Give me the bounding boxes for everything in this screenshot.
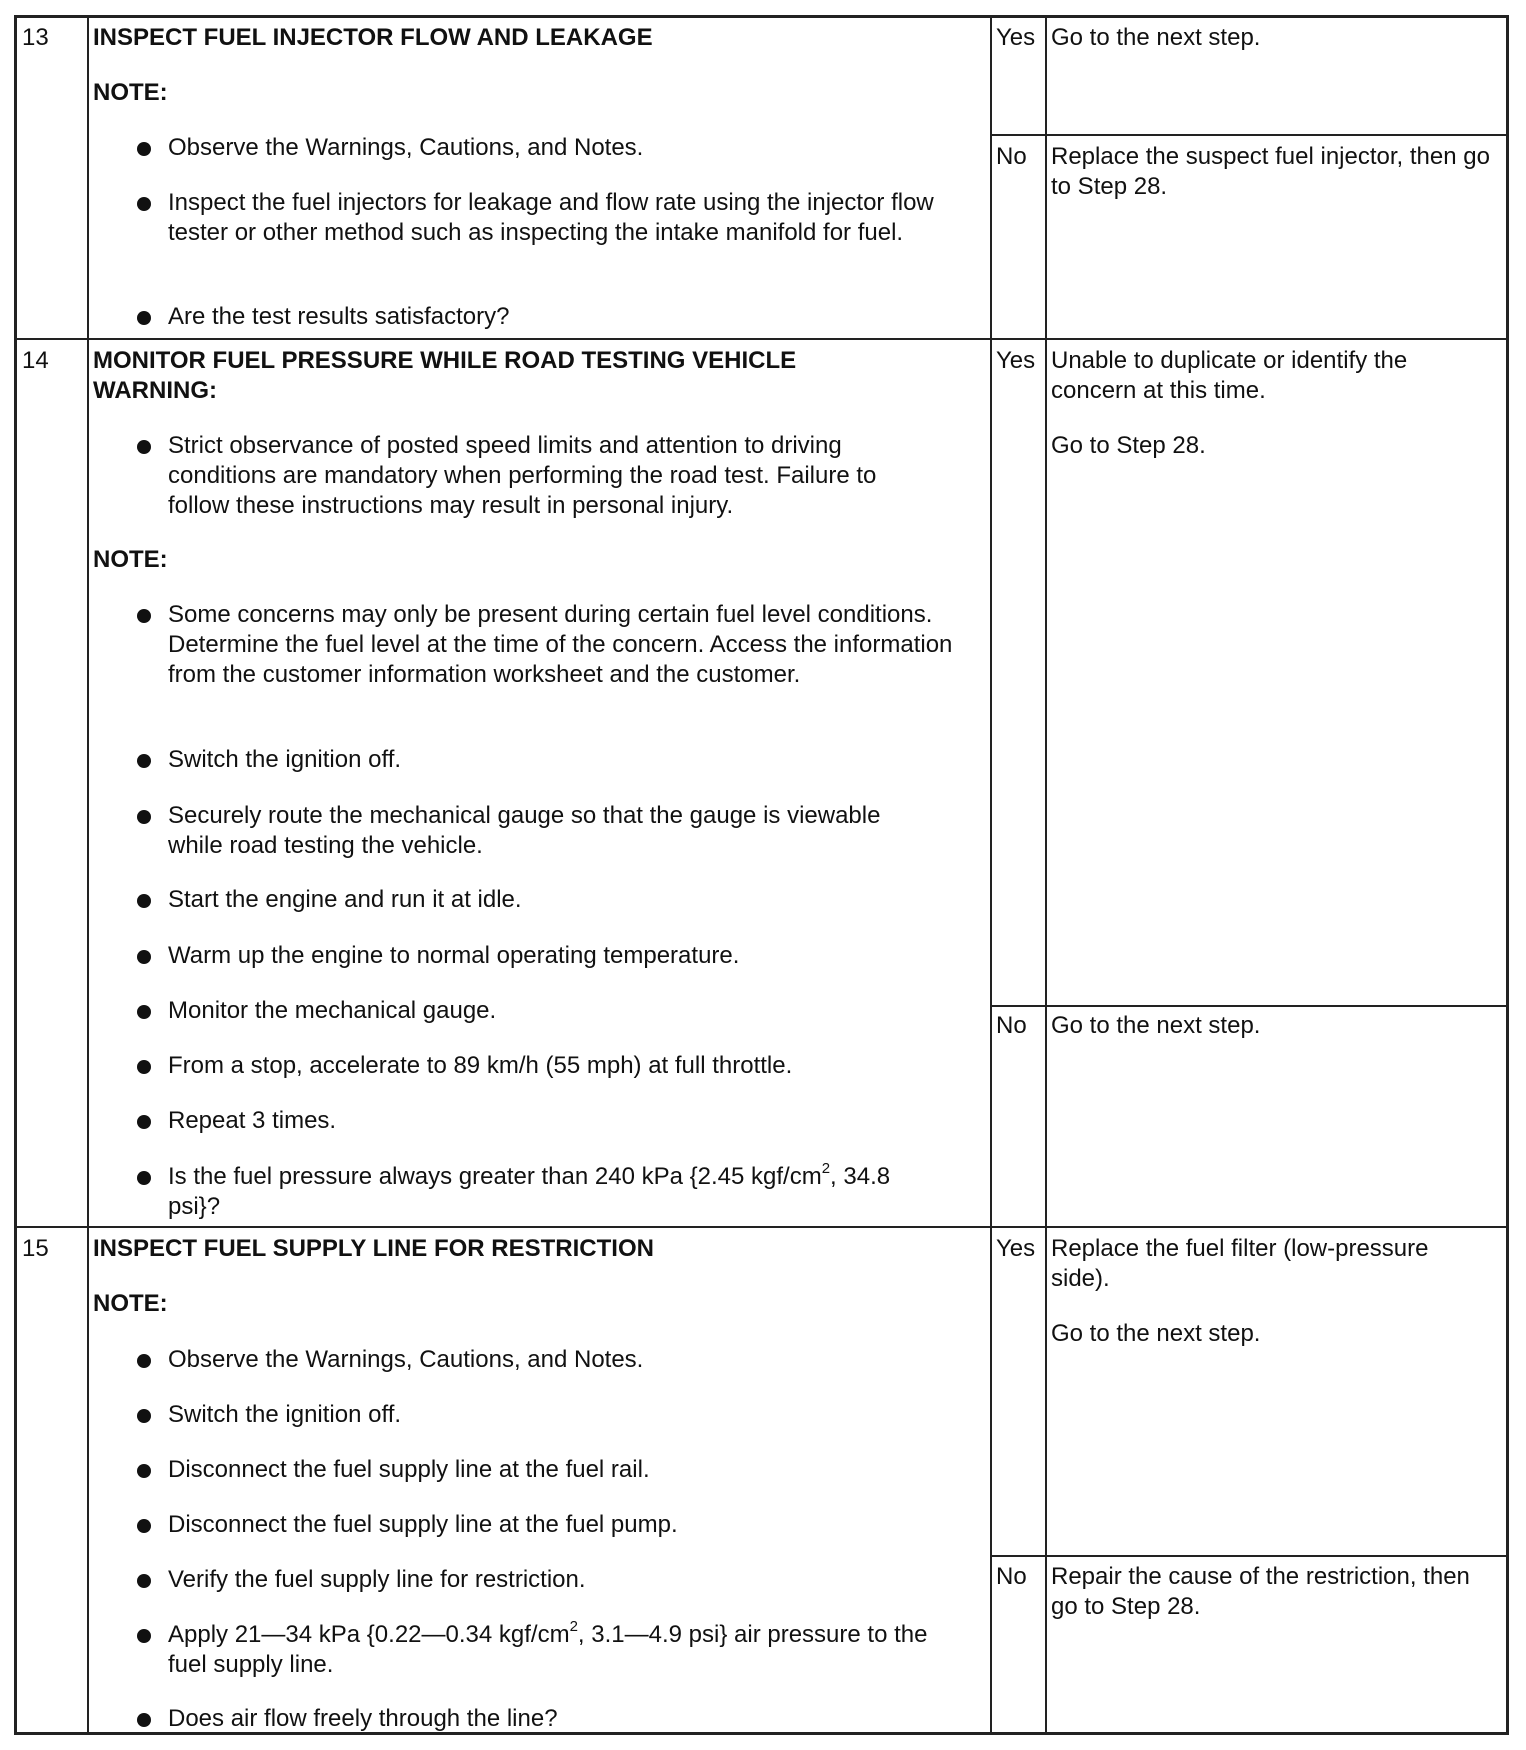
- yes-label: Yes: [996, 24, 1036, 51]
- column-divider: [87, 15, 89, 1735]
- bullet-item: Does air flow freely through the line?: [168, 1705, 558, 1732]
- no-label: No: [996, 1563, 1027, 1590]
- yes-label: Yes: [996, 1235, 1036, 1262]
- bullet-item: Switch the ignition off.: [168, 746, 402, 773]
- note-label: NOTE:: [93, 79, 168, 106]
- bullet-icon: [137, 1115, 151, 1129]
- bullet-text-part: , 3.1—4.9 psi} air pressure to the fuel supply line.: [168, 1621, 928, 1678]
- bullet-item: Securely route the mechanical gauge so that the gauge is viewable while road testing the vehicle.: [168, 802, 881, 859]
- bullet-item: Monitor the mechanical gauge.: [168, 997, 497, 1024]
- no-label: No: [996, 143, 1027, 170]
- bullet-icon: [137, 197, 151, 211]
- bullet-item: Switch the ignition off.: [168, 1401, 402, 1428]
- bullet-icon: [137, 440, 151, 454]
- bullet-icon: [137, 1574, 151, 1588]
- bullet-icon: [137, 1005, 151, 1019]
- answer-divider: [990, 1005, 1509, 1007]
- yes-result: Go to Step 28.: [1051, 432, 1206, 459]
- bullet-icon: [137, 1713, 151, 1727]
- bullet-item: Start the engine and run it at idle.: [168, 886, 522, 913]
- bullet-icon: [137, 1171, 151, 1185]
- no-result: Replace the suspect fuel injector, then go to Step 28.: [1051, 143, 1490, 200]
- bullet-icon: [137, 1519, 151, 1533]
- step-title: MONITOR FUEL PRESSURE WHILE ROAD TESTING VEHICLE: [93, 347, 797, 374]
- no-label: No: [996, 1012, 1027, 1039]
- bullet-icon: [137, 810, 151, 824]
- bullet-text-part: Is the fuel pressure always greater than 240 kPa {2.45 kgf/cm: [168, 1163, 822, 1190]
- bullet-icon: [137, 1629, 151, 1643]
- row-divider: [14, 338, 1509, 340]
- no-result: Repair the cause of the restriction, then go to Step 28.: [1051, 1563, 1470, 1620]
- bullet-item: Disconnect the fuel supply line at the fuel pump.: [168, 1511, 678, 1538]
- bullet-icon: [137, 142, 151, 156]
- step-title: INSPECT FUEL INJECTOR FLOW AND LEAKAGE: [93, 24, 653, 51]
- bullet-text-part: , 34.8 psi}?: [168, 1163, 891, 1220]
- superscript: 2: [821, 1160, 831, 1177]
- bullet-icon: [137, 1464, 151, 1478]
- bullet-item: Warm up the engine to normal operating temperature.: [168, 942, 740, 969]
- bullet-item: Repeat 3 times.: [168, 1107, 337, 1134]
- step-title: INSPECT FUEL SUPPLY LINE FOR RESTRICTION: [93, 1235, 654, 1262]
- warning-label: WARNING:: [93, 377, 217, 404]
- bullet-item: Observe the Warnings, Cautions, and Notes.: [168, 134, 644, 161]
- bullet-item: Inspect the fuel injectors for leakage and flow rate using the injector flow tester or other method such as inspecting the intake manifold for fuel.: [168, 189, 934, 246]
- bullet-text-part: Apply 21—34 kPa {0.22—0.34 kgf/cm: [168, 1621, 570, 1648]
- yes-result: Replace the fuel filter (low-pressure side).: [1051, 1235, 1429, 1292]
- no-result: Go to the next step.: [1051, 1012, 1261, 1039]
- yes-result: Go to the next step.: [1051, 1320, 1261, 1347]
- bullet-icon: [137, 754, 151, 768]
- column-divider: [1045, 15, 1047, 1735]
- bullet-icon: [137, 950, 151, 964]
- bullet-icon: [137, 311, 151, 325]
- bullet-icon: [137, 1060, 151, 1074]
- step-number: 13: [22, 24, 49, 51]
- bullet-item: [168, 1162, 948, 1222]
- yes-label: Yes: [996, 347, 1036, 374]
- row-divider: [14, 1226, 1509, 1228]
- note-label: NOTE:: [93, 546, 168, 573]
- bullet-item: Observe the Warnings, Cautions, and Notes.: [168, 1346, 644, 1373]
- answer-divider: [990, 134, 1509, 136]
- superscript: 2: [569, 1618, 578, 1635]
- step-number: 15: [22, 1235, 49, 1262]
- bullet-item: Are the test results satisfactory?: [168, 303, 510, 330]
- bullet-item: Some concerns may only be present during certain fuel level conditions. Determine the fuel level at the time of the concern. Access the information from the customer information worksheet and the customer.: [168, 601, 953, 688]
- yes-result: Unable to duplicate or identify the concern at this time.: [1051, 347, 1408, 404]
- bullet-icon: [137, 1409, 151, 1423]
- bullet-item: Verify the fuel supply line for restriction.: [168, 1566, 586, 1593]
- bullet-item: Disconnect the fuel supply line at the fuel rail.: [168, 1456, 650, 1483]
- step-number: 14: [22, 347, 49, 374]
- answer-divider: [990, 1555, 1509, 1557]
- bullet-icon: [137, 894, 151, 908]
- bullet-icon: [137, 1354, 151, 1368]
- note-label: NOTE:: [93, 1290, 168, 1317]
- bullet-item: [168, 1620, 948, 1680]
- column-divider: [990, 15, 992, 1735]
- bullet-item: From a stop, accelerate to 89 km/h (55 mph) at full throttle.: [168, 1052, 793, 1079]
- bullet-icon: [137, 609, 151, 623]
- warning-bullet: Strict observance of posted speed limits and attention to driving conditions are mandatory when performing the road test. Failure to follow these instructions may result in personal injury.: [168, 432, 877, 519]
- yes-result: Go to the next step.: [1051, 24, 1261, 51]
